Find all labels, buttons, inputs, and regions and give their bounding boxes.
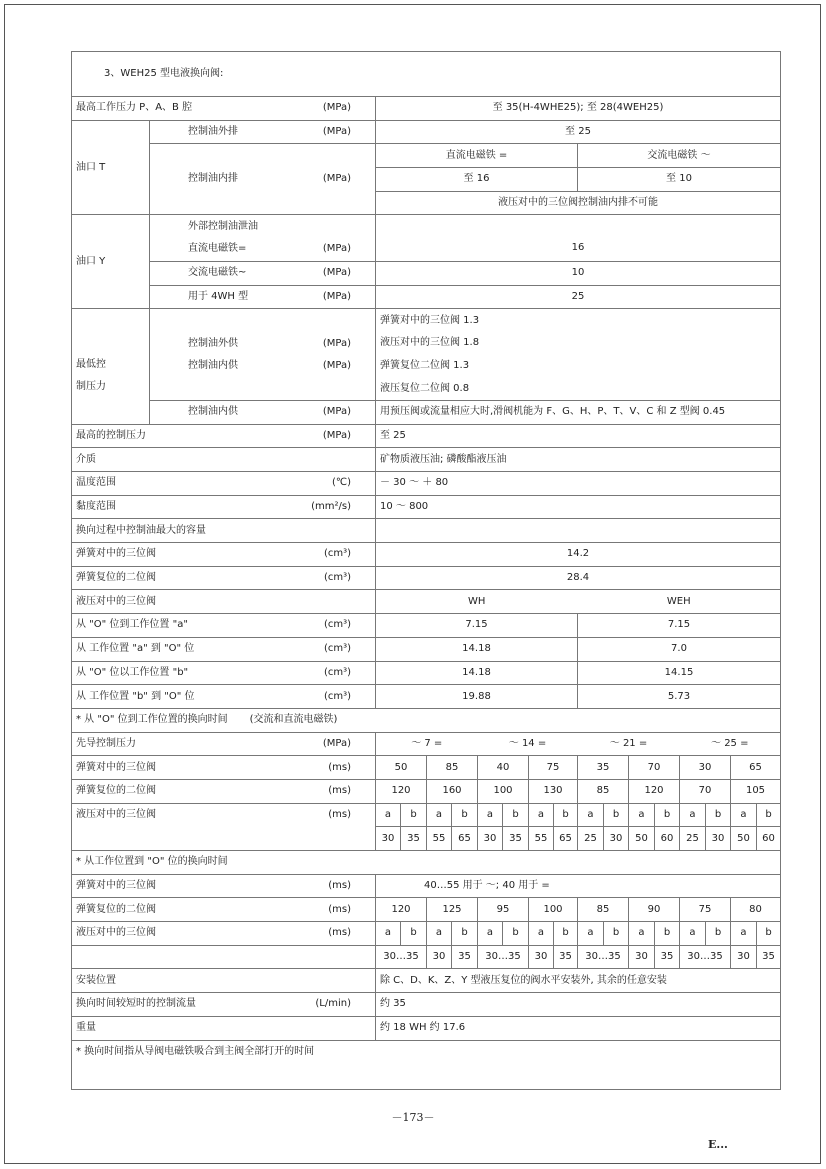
flow-value: 约 35 xyxy=(376,993,781,1017)
ab-cell: b xyxy=(452,803,478,827)
t2-hyd3-label: 液压对中的三位阀 xyxy=(76,927,156,939)
port-t-label: 油口 T xyxy=(72,120,150,215)
time-cell: 30…35 xyxy=(680,945,731,969)
port-y-r4-label: 用于 4WH 型 xyxy=(188,290,249,302)
vol-row-weh: 14.15 xyxy=(578,661,781,685)
ab-cell: b xyxy=(604,922,629,946)
vol-row-label: 从 "O" 位以工作位置 "b" xyxy=(76,666,189,678)
t2-spring3-unit: (ms) xyxy=(328,880,351,892)
vol-spring3-value: 14.2 xyxy=(376,543,781,567)
vol-row-wh: 7.15 xyxy=(376,614,578,638)
port-t-ext-unit: (MPa) xyxy=(322,126,351,138)
ab-cell: a xyxy=(478,803,503,827)
dc-value: 至 16 xyxy=(376,168,578,192)
time-cell: 30 xyxy=(427,945,452,969)
time-cell: 30 xyxy=(629,945,655,969)
ab-cell: b xyxy=(757,803,781,827)
time-cell: 100 xyxy=(529,898,578,922)
time-cell: 30 xyxy=(604,827,629,851)
min-ctrl-label-1: 最低控 xyxy=(76,359,106,371)
max-ctrl-value: 至 25 xyxy=(376,424,781,448)
ab-cell: b xyxy=(655,803,680,827)
min-ctrl-value-3: 弹簧复位二位阀 1.3 xyxy=(376,355,781,378)
vol-row-unit: (cm³) xyxy=(323,619,351,631)
time-cell: 30 xyxy=(478,827,503,851)
port-t-int-unit: (MPa) xyxy=(322,173,351,185)
time-cell: 35 xyxy=(452,945,478,969)
ab-cell: b xyxy=(706,803,731,827)
max-ctrl-label: 最高的控制压力 xyxy=(76,429,146,441)
visc-unit: (mm²/s) xyxy=(311,501,351,513)
switch-time-1-note: (交流和直流电磁铁) xyxy=(249,714,338,726)
time-cell: 55 xyxy=(427,827,452,851)
time-cell: 105 xyxy=(731,779,781,803)
time-cell: 60 xyxy=(757,827,781,851)
temp-label: 温度范围 xyxy=(76,477,116,489)
max-ctrl-unit: (MPa) xyxy=(322,429,351,441)
ab-cell: a xyxy=(578,803,604,827)
port-t-note: 液压对中的三位阀控制油内排不可能 xyxy=(376,191,781,215)
time-cell: 160 xyxy=(427,779,478,803)
ab-cell: a xyxy=(578,922,604,946)
t2-spring3-value: 40…55 用于 ～; 40 用于 = xyxy=(376,874,781,898)
vol-row-wh: 14.18 xyxy=(376,637,578,661)
time-cell: 50 xyxy=(731,827,757,851)
port-y-r2-unit: (MPa) xyxy=(322,243,351,255)
port-y-r4-value: 25 xyxy=(376,285,781,309)
t1-spring3-label: 弹簧对中的三位阀 xyxy=(76,761,156,773)
page-number: －173－ xyxy=(391,1111,435,1124)
ab-cell: a xyxy=(629,922,655,946)
switch-time-1-label: * 从 "O" 位到工作位置的换向时间 xyxy=(76,714,228,726)
ab-cell: a xyxy=(731,922,757,946)
vol-row-unit: (cm³) xyxy=(323,690,351,702)
time-cell: 30…35 xyxy=(578,945,629,969)
ab-cell: b xyxy=(655,922,680,946)
vol-wh-header: WH xyxy=(376,590,578,614)
ab-cell: b xyxy=(503,922,529,946)
visc-value: 10 ～ 800 xyxy=(376,495,781,519)
time-cell: 80 xyxy=(731,898,781,922)
ab-cell: a xyxy=(680,922,706,946)
time-cell: 30 xyxy=(731,945,757,969)
vol-row-unit: (cm³) xyxy=(323,643,351,655)
ac-value: 至 10 xyxy=(578,168,781,192)
time-cell: 35 xyxy=(554,945,578,969)
ab-cell: b xyxy=(401,922,427,946)
ab-cell: b xyxy=(401,803,427,827)
time-cell: 120 xyxy=(629,779,680,803)
temp-value: － 30 ～ ＋ 80 xyxy=(376,472,781,496)
time-cell: 85 xyxy=(578,898,629,922)
install-label: 安装位置 xyxy=(72,969,376,993)
min-ctrl-value-2: 液压对中的三位阀 1.8 xyxy=(376,332,781,355)
time-cell: 30 xyxy=(376,827,401,851)
row-label: 最高工作压力 P、A、B 腔 xyxy=(76,102,193,114)
min-ctrl-int2-label: 控制油内供 xyxy=(188,406,238,418)
min-ctrl-ext-label: 控制油外供 xyxy=(188,337,238,349)
vol-row-weh: 7.0 xyxy=(578,637,781,661)
time-cell: 120 xyxy=(376,898,427,922)
ab-cell: a xyxy=(529,922,554,946)
vol-spring3-unit: (cm³) xyxy=(323,548,351,560)
vol-spring2-label: 弹簧复位的二位阀 xyxy=(76,572,156,584)
min-ctrl-ext-unit: (MPa) xyxy=(322,337,351,349)
min-ctrl-int2-value: 用预压阀或流量相应大时,滑阀机能为 F、G、H、P、T、V、C 和 Z 型阀 0.45 xyxy=(376,400,781,424)
vol-spring2-value: 28.4 xyxy=(376,566,781,590)
time-cell: 35 xyxy=(578,756,629,780)
vol-spring2-unit: (cm³) xyxy=(323,572,351,584)
row-value: 至 35(H-4WHE25); 至 28(4WEH25) xyxy=(376,97,781,121)
vol-row-wh: 14.18 xyxy=(376,661,578,685)
t1-hyd3-label: 液压对中的三位阀 xyxy=(76,808,156,820)
ab-cell: a xyxy=(629,803,655,827)
port-y-r3-unit: (MPa) xyxy=(322,267,351,279)
time-cell: 25 xyxy=(680,827,706,851)
time-cell: 75 xyxy=(680,898,731,922)
ab-cell: b xyxy=(757,922,781,946)
vol-row-label: 从 "O" 位到工作位置 "a" xyxy=(76,619,188,631)
ab-cell: b xyxy=(503,803,529,827)
port-y-r4-unit: (MPa) xyxy=(322,290,351,302)
vol-row-weh: 5.73 xyxy=(578,685,781,709)
port-y-label: 油口 Y xyxy=(72,215,150,309)
port-t-ext-label: 控制油外排 xyxy=(188,126,238,138)
vol-hyd3-label: 液压对中的三位阀 xyxy=(72,590,376,614)
time-cell: 25 xyxy=(578,827,604,851)
vol-row-label: 从 工作位置 "a" 到 "O" 位 xyxy=(76,643,195,655)
time-cell: 125 xyxy=(427,898,478,922)
pilot-value: ～ 7 = xyxy=(376,732,478,756)
flow-unit: (L/min) xyxy=(315,998,351,1010)
max-vol-label: 换向过程中控制油最大的容量 xyxy=(72,519,376,543)
ab-cell: a xyxy=(731,803,757,827)
time-cell: 30 xyxy=(706,827,731,851)
t2-spring2-unit: (ms) xyxy=(328,903,351,915)
footnote: * 换向时间指从导阀电磁铁吸合到主阀全部打开的时间 xyxy=(72,1040,781,1089)
medium-value: 矿物质液压油; 磷酸酯液压油 xyxy=(376,448,781,472)
time-cell: 90 xyxy=(629,898,680,922)
weight-value: 约 18 WH 约 17.6 xyxy=(376,1016,781,1040)
pilot-label: 先导控制压力 xyxy=(76,737,136,749)
time-cell: 30 xyxy=(680,756,731,780)
section-title: 3、WEH25 型电液换向阀: xyxy=(72,52,781,97)
corner-mark: E... xyxy=(708,1138,728,1151)
pilot-value: ～ 21 = xyxy=(578,732,680,756)
vol-row-wh: 19.88 xyxy=(376,685,578,709)
temp-unit: (℃) xyxy=(331,477,351,489)
time-cell: 65 xyxy=(554,827,578,851)
time-cell: 120 xyxy=(376,779,427,803)
switch-time-2-label: * 从工作位置到 "O" 位的换向时间 xyxy=(72,851,781,875)
ab-cell: a xyxy=(680,803,706,827)
time-cell: 65 xyxy=(731,756,781,780)
min-ctrl-int-unit: (MPa) xyxy=(322,359,351,371)
time-cell: 50 xyxy=(629,827,655,851)
time-cell: 70 xyxy=(629,756,680,780)
ab-cell: a xyxy=(376,922,401,946)
t2-spring3-label: 弹簧对中的三位阀 xyxy=(76,880,156,892)
visc-label: 黏度范围 xyxy=(76,501,116,513)
min-ctrl-int2-unit: (MPa) xyxy=(322,406,351,418)
dc-label: 直流电磁铁 = xyxy=(376,144,578,168)
time-cell: 85 xyxy=(578,779,629,803)
row-max-pressure xyxy=(72,97,781,121)
row-unit: (MPa) xyxy=(322,102,351,114)
vol-row-label: 从 工作位置 "b" 到 "O" 位 xyxy=(76,690,195,702)
medium-label: 介质 xyxy=(72,448,376,472)
port-y-r3-label: 交流电磁铁~ xyxy=(188,267,247,279)
min-ctrl-value-4: 液压复位二位阀 0.8 xyxy=(376,377,781,400)
time-cell: 95 xyxy=(478,898,529,922)
time-cell: 70 xyxy=(680,779,731,803)
ab-cell: a xyxy=(529,803,554,827)
min-ctrl-label-2: 制压力 xyxy=(76,381,106,393)
time-cell: 35 xyxy=(757,945,781,969)
ab-cell: b xyxy=(604,803,629,827)
time-cell: 30 xyxy=(529,945,554,969)
time-cell: 55 xyxy=(529,827,554,851)
ab-cell: b xyxy=(554,803,578,827)
min-ctrl-int-label: 控制油内供 xyxy=(188,359,238,371)
ab-cell: b xyxy=(554,922,578,946)
time-cell: 35 xyxy=(503,827,529,851)
time-cell: 75 xyxy=(529,756,578,780)
port-y-r3-value: 10 xyxy=(376,261,781,285)
ac-label: 交流电磁铁 ～ xyxy=(578,144,781,168)
vol-row-weh: 7.15 xyxy=(578,614,781,638)
time-cell: 35 xyxy=(401,827,427,851)
time-cell: 60 xyxy=(655,827,680,851)
pilot-value: ～ 14 = xyxy=(478,732,578,756)
t1-spring2-label: 弹簧复位的二位阀 xyxy=(76,785,156,797)
port-y-r2-label: 直流电磁铁= xyxy=(188,243,247,255)
time-cell: 100 xyxy=(478,779,529,803)
t2-spring2-label: 弹簧复位的二位阀 xyxy=(76,903,156,915)
time-cell: 130 xyxy=(529,779,578,803)
vol-spring3-label: 弹簧对中的三位阀 xyxy=(76,548,156,560)
spec-table xyxy=(71,51,781,1090)
ab-cell: b xyxy=(706,922,731,946)
ab-cell: a xyxy=(478,922,503,946)
time-cell: 50 xyxy=(376,756,427,780)
vol-weh-header: WEH xyxy=(578,590,781,614)
t2-hyd3-unit: (ms) xyxy=(328,927,351,939)
time-cell: 30…35 xyxy=(478,945,529,969)
ab-cell: a xyxy=(427,922,452,946)
ab-cell: a xyxy=(427,803,452,827)
weight-label: 重量 xyxy=(72,1016,376,1040)
flow-label: 换向时间较短时的控制流量 xyxy=(76,998,196,1010)
port-y-r2-value: 16 xyxy=(376,215,781,261)
vol-row-unit: (cm³) xyxy=(323,666,351,678)
ab-cell: b xyxy=(452,922,478,946)
time-cell: 35 xyxy=(655,945,680,969)
time-cell: 40 xyxy=(478,756,529,780)
t1-spring2-unit: (ms) xyxy=(328,785,351,797)
pilot-unit: (MPa) xyxy=(322,737,351,749)
min-ctrl-value-1: 弹簧对中的三位阀 1.3 xyxy=(376,309,781,332)
install-value: 除 C、D、K、Z、Y 型液压复位的阀水平安装外, 其余的任意安装 xyxy=(376,969,781,993)
port-t-int-label: 控制油内排 xyxy=(188,173,238,185)
t1-spring3-unit: (ms) xyxy=(328,761,351,773)
time-cell: 85 xyxy=(427,756,478,780)
port-y-r1-label: 外部控制油泄油 xyxy=(188,220,258,232)
port-t-ext-value: 至 25 xyxy=(376,120,781,144)
ab-cell: a xyxy=(376,803,401,827)
t1-hyd3-unit: (ms) xyxy=(328,808,351,820)
time-cell: 65 xyxy=(452,827,478,851)
pilot-value: ～ 25 = xyxy=(680,732,781,756)
time-cell: 30…35 xyxy=(376,945,427,969)
